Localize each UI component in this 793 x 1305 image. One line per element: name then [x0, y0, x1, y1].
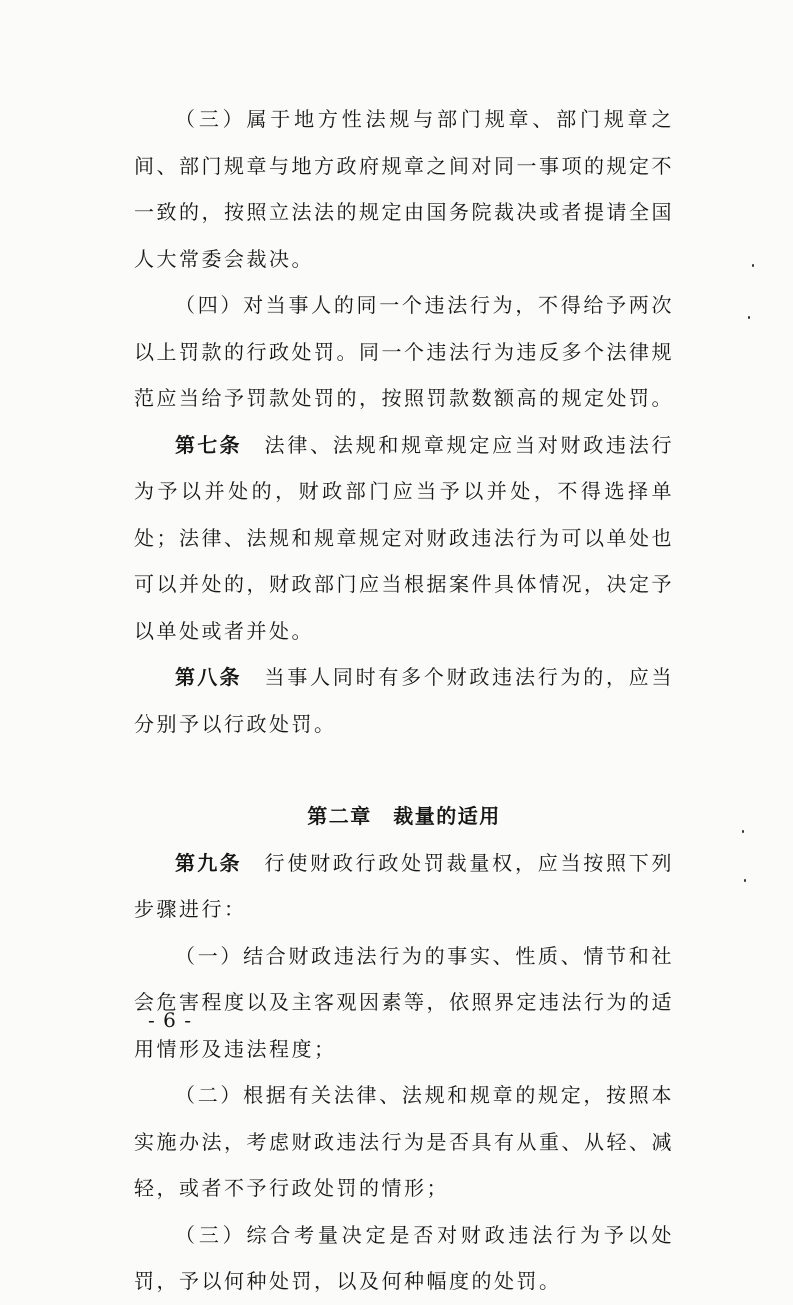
paragraph-text: 法律、法规和规章规定应当对财政违法行为予以并处的，财政部门应当予以并处，不得选择单处；法律、法规和规章规定对财政违法行为可以单处也可以并处的，财政部门应当根据案件具体情况，决定予以单处或者并处。: [134, 432, 675, 643]
paragraph-item-3: [134, 96, 674, 282]
article-9: [134, 840, 674, 933]
article-8: [134, 654, 674, 747]
body-text: [134, 96, 674, 1305]
step-item-3: [134, 1212, 674, 1305]
article-number: 第九条: [175, 850, 242, 875]
paragraph-text: （二）根据有关法律、法规和规章的规定，按照本实施办法，考虑财政违法行为是否具有从重、从轻、减轻，或者不予行政处罚的情形；: [134, 1083, 674, 1200]
chapter-heading: 第二章 裁量的适用: [307, 804, 501, 828]
article-number: 第八条: [175, 665, 242, 689]
paragraph-text: （四）对当事人的同一个违法行为，不得给予两次以上罚款的行政处罚。同一个违法行为违反多个法律规范应当给予罚款处罚的，按照罚款数额高的规定处罚。: [134, 293, 674, 410]
scan-speck: [744, 879, 746, 882]
paragraph-text: 当事人同时有多个财政违法行为的，应当分别予以行政处罚。: [134, 665, 675, 736]
step-item-2: [134, 1072, 674, 1212]
article-7: [134, 422, 674, 655]
paragraph-text: （一）结合财政违法行为的事实、性质、情节和社会危害程度以及主客观因素等，依照界定违法行为的适用情形及违法程度；: [134, 943, 674, 1061]
paragraph-text: （三）综合考量决定是否对财政违法行为予以处罚，予以何种处罚，以及何种幅度的处罚。: [134, 1222, 674, 1293]
paragraph-item-4: [134, 282, 674, 422]
paragraph-text: 行使财政行政处罚裁量权，应当按照下列步骤进行：: [134, 850, 675, 921]
paragraph-text: （三）属于地方性法规与部门规章、部门规章之间、部门规章与地方政府规章之间对同一事项的规定不一致的，按照立法法的规定由国务院裁决或者提请全国人大常委会裁决。: [134, 107, 674, 271]
article-number: 第七条: [175, 432, 242, 457]
scan-speck: [742, 830, 744, 833]
scan-speck: [748, 316, 750, 319]
step-item-1: [134, 933, 674, 1073]
scan-speck: [752, 264, 754, 267]
page-number: - 6 -: [148, 1008, 192, 1032]
